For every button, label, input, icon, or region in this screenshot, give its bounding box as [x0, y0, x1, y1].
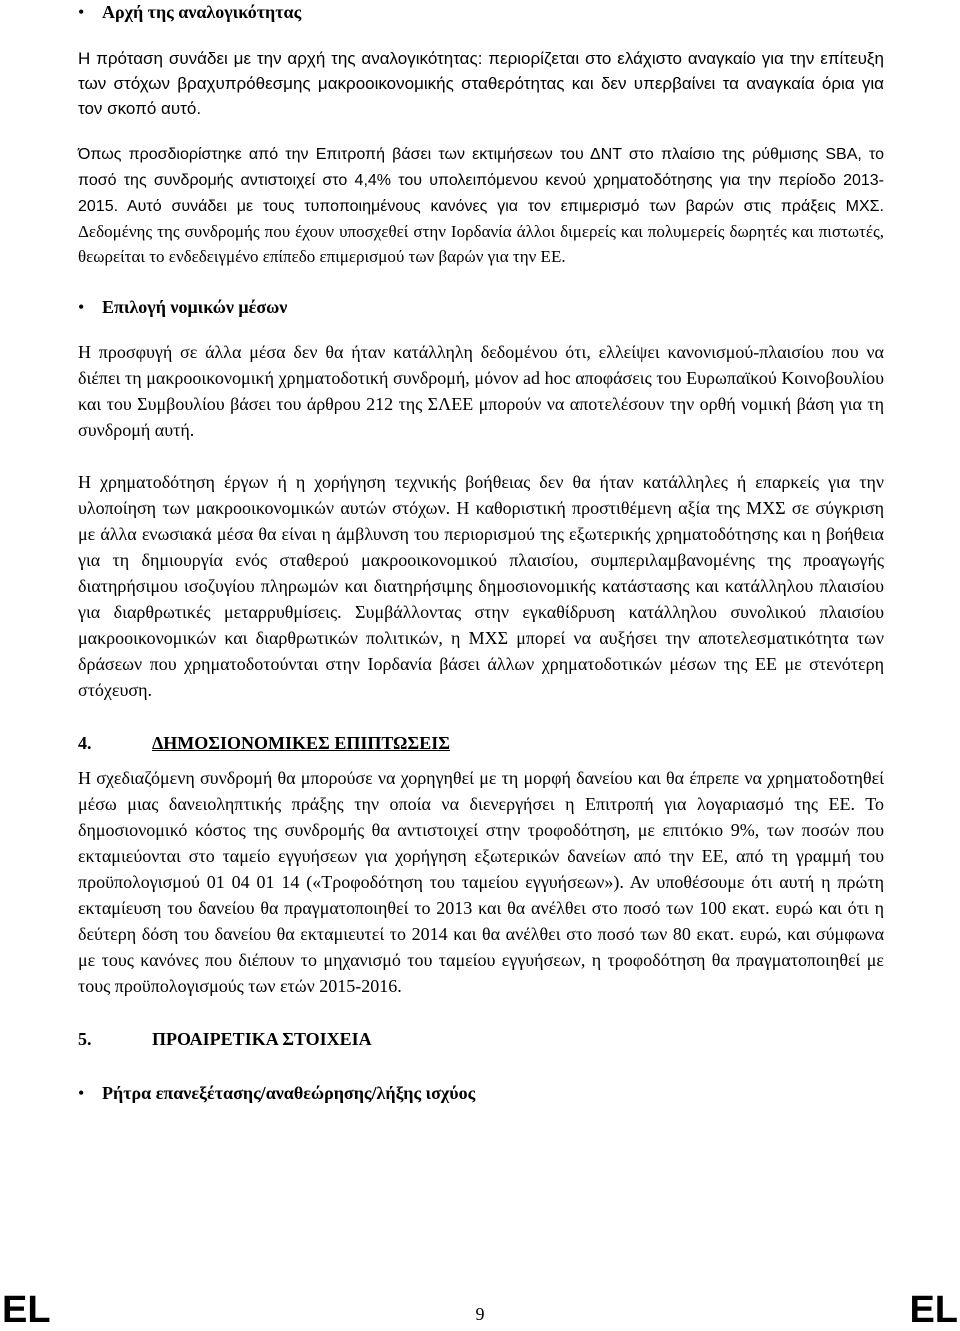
footer-language-left: EL	[2, 1289, 51, 1331]
document-body	[78, 0, 884, 1105]
section-title: ΠΡΟΑΙΡΕΤΙΚΑ ΣΤΟΙΧΕΙΑ	[152, 1029, 372, 1049]
paragraph-budget: Η σχεδιαζόμενη συνδρομή θα μπορούσε να χορηγηθεί με τη μορφή δανείου και θα έπρεπε να χρηματοδοτηθεί μέσω μιας δανειοληπτικής πράξης την οποία να διενεργήσει η Επιτροπή για λογαριασμό της ΕΕ. Το δημοσιονομικό κόστος της συνδρομής θα αντιστοιχεί στην τροφοδότηση, με επιτόκιο 9%, των ποσών που εκταμιεύονται στο ταμείο εγγυήσεων για χορήγηση εξωτερικών δανείων από την ΕΕ, από τη γραμμή του προϋπολογισμού 01 04 01 14 («Τροφοδότηση του ταμείου εγγυήσεων»). Αν υποθέσουμε ότι αυτή η πρώτη εκταμίευση του δανείου θα πραγματοποιηθεί το 2013 και θα ανέλθει στο ποσό των 100 εκατ. ευρώ και ότι η δεύτερη δόση του δανείου θα εκταμιευτεί το 2014 και θα ανέλθει στο ποσό των 80 εκατ. ευρώ, και σύμφωνα με τους κανόνες που διέπουν το μηχανισμό του ταμείου εγγυήσεων, η τροφοδότηση θα πραγματοποιηθεί με τους προϋπολογισμούς των ετών 2015-2016.	[78, 768, 884, 996]
paragraph-added-value: Η χρηματοδότηση έργων ή η χορήγηση τεχνικής βοήθειας δεν θα ήταν κατάλληλες ή επαρκείς για την υλοποίηση των μακροοικονομικών αυτών στόχων. Η καθοριστική προστιθέμενη αξία της ΜΧΣ σε σύγκριση με άλλα ενωσιακά μέσα θα είναι η άμβλυνση του περιορισμού της εξωτερικής χρηματοδότησης και η βοήθεια για τη δημιουργία ενός σταθερού μακροοικονομικού πλαισίου, συμπεριλαμβανομένης της προαγωγής διατηρήσιμου ισοζυγίου πληρωμών και διατηρήσιμης δημοσιονομικής κατάστασης και κατάλληλου πλαισίου για διαρθρωτικές μεταρρυθμίσεις. Συμβάλλοντας στην εγκαθίδρυση κατάλληλου συνολικού πλαισίου μακροοικονομικών και διαρθρωτικών πολιτικών, η ΜΧΣ μπορεί να αυξήσει την αποτελεσματικότητα των δράσεων που χρηματοδοτούνται στην Ιορδανία βάσει άλλων χρηματοδοτικών μέσων της ΕΕ με στενότερη στόχευση.	[78, 472, 884, 700]
paragraph-imf-estimate	[78, 141, 884, 269]
heading-text: Αρχή της αναλογικότητας	[102, 2, 302, 22]
paragraph-legal-basis: Η προσφυγή σε άλλα μέσα δεν θα ήταν κατάλληλη δεδομένου ότι, ελλείψει κανονισμού-πλαισίου που να διέπει τη μακροοικονομική χρηματοδοτική συνδρομή, μόνον ad hoc αποφάσεις του Ευρωπαϊκού Κοινοβουλίου και του Συμβουλίου βάσει του άρθρου 212 της ΣΛΕΕ μπορούν να αποτελέσουν την ορθή νομική βάση για τη συνδρομή αυτή.	[78, 342, 884, 440]
section-title: ΔΗΜΟΣΙΟΝΟΜΙΚΕΣ ΕΠΙΠΤΩΣΕΙΣ	[152, 733, 450, 753]
footer-language-right: EL	[909, 1289, 958, 1331]
section-heading-budget	[78, 731, 884, 755]
bullet-icon: •	[78, 2, 85, 22]
footer-page-number: 9	[475, 1304, 485, 1324]
bullet-heading-review-clause	[78, 1081, 884, 1105]
section-number: 4.	[78, 733, 92, 753]
bullet-heading-legal-instruments	[78, 295, 884, 319]
heading-text: Ρήτρα επανεξέτασης/αναθεώρησης/λήξης ισχύος	[102, 1083, 476, 1103]
paragraph-imf-serif: Δεδομένης της συνδρομής που έχουν υποσχεθεί στην Ιορδανία άλλοι διμερείς και πολυμερείς δωρητές και πιστωτές, θεωρείται το ενδεδειγμένο επίπεδο επιμερισμού των βαρών για την ΕΕ.	[78, 222, 884, 266]
paragraph-proportionality: Η πρόταση συνάδει με την αρχή της αναλογικότητας: περιορίζεται στο ελάχιστο αναγκαίο για την επίτευξη των στόχων βραχυπρόθεσμης μακροοικονομικής σταθερότητας και δεν υπερβαίνει τα αναγκαία όρια για τον σκοπό αυτό.	[78, 49, 884, 118]
section-heading-optional	[78, 1027, 884, 1051]
bullet-heading-proportionality	[78, 0, 884, 24]
heading-text: Επιλογή νομικών μέσων	[102, 297, 288, 317]
bullet-icon: •	[78, 1083, 85, 1103]
bullet-icon: •	[78, 297, 85, 317]
paragraph-imf-sans: Όπως προσδιορίστηκε από την Επιτροπή βάσει των εκτιμήσεων του ΔΝΤ στο πλαίσιο της ρύθμισης SBA, το ποσό της συνδρομής αντιστοιχεί στο 4,4% του υπολειπόμενου κενού χρηματοδότησης για την περίοδο 2013-2015. Αυτό συνάδει με τους τυποποιημένους κανόνες για τον επιμερισμό των βαρών στις πράξεις ΜΧΣ.	[78, 146, 884, 215]
section-number: 5.	[78, 1029, 92, 1049]
